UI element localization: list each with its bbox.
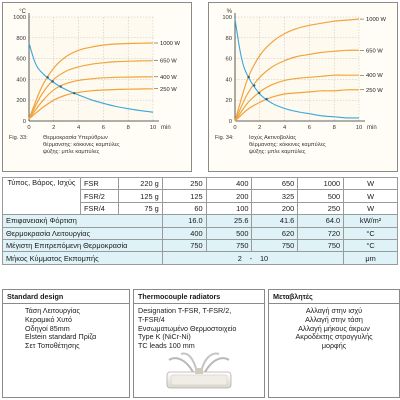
y-tick-label: 100 [222,15,232,21]
caption-cooling: ψύξης: μπλε καμπύλες [43,149,100,155]
unit-cell: °C [344,227,398,239]
x-tick-label: 2 [52,125,56,131]
series-label: 1000 W [366,17,386,24]
x-tick-label: 10 [355,125,363,131]
unit-cell: W [344,202,398,214]
unit-cell: W [344,178,398,190]
radiator-product-image [135,350,263,394]
y-tick-label: 80 [225,35,232,42]
x-tick-label: 8 [332,125,336,131]
model-cell: FSR/4 [80,202,118,214]
power-cell: 650 [252,178,298,190]
thermocouple-title: Thermocouple radiators [134,290,264,304]
x-axis-unit: min [367,125,377,131]
spec-value: 620 [252,227,298,239]
power-cell: 500 [298,190,344,202]
y-axis-unit: °C [19,9,26,15]
spec-value: 25.6 [206,215,252,227]
table-row [3,239,398,251]
caption-heating: θέρμανσης: κόκκινες καμπύλες [43,142,120,148]
spec-label: Επιφανειακή Φόρτιση [3,215,163,227]
intersection-marker [59,85,61,87]
thermo-line: Ενσωματωμένο Θερμοστοιχείο [138,323,237,333]
caption-title: Ισχύς Ακτινοβολίας [249,135,297,141]
unit-cell: μm [344,252,398,264]
figure-number: Fig. 34: [215,135,234,141]
power-cell: 325 [252,190,298,202]
spec-value: 750 [206,239,252,251]
spec-value: 16.0 [162,215,206,227]
weight-cell: 220 g [118,178,162,190]
variants-box [268,289,400,398]
spec-table [2,177,398,265]
variant-line: Αλλαγή μήκους άκρων [298,323,370,333]
power-cell: 100 [206,202,252,214]
series-label: 400 W [160,74,177,81]
y-tick-label: 200 [16,98,26,105]
series-label: 250 W [160,86,177,93]
unit-cell: kW/m² [344,215,398,227]
thermo-line: TC leads 100 mm [138,341,195,351]
x-axis-unit: min [161,125,171,131]
spec-label: Μέγιστη Επιτρεπόμενη Θερμοκρασία [3,239,163,251]
radiation-power-chart [209,3,397,133]
variant-line: Ακροδέκτης στρογγυλής [295,332,373,342]
figure-34 [208,2,398,172]
thermo-line: T-FSR/4 [138,314,165,324]
wavelength-to: 10 [259,253,269,263]
intersection-marker [73,92,75,94]
caption-heating: θέρμανσης: κόκκινες καμπύλες [249,142,326,148]
variants-title: Μεταβλητές [269,290,399,304]
temperature-chart [3,3,191,133]
power-cell: 400 [206,178,252,190]
y-tick-label: 600 [16,56,26,63]
x-tick-label: 6 [307,125,312,131]
x-tick-label: 8 [126,125,130,131]
figure-33-caption [9,135,189,165]
spec-label: Θερμοκρασία Λειτουργίας [3,227,163,239]
intersection-marker [51,80,53,82]
variant-line: μορφής [321,341,347,351]
caption-title: Θερμοκρασία Υπερύθρων [43,135,108,141]
spec-value: 750 [252,239,298,251]
intersection-marker [46,76,48,78]
x-tick-label: 10 [149,125,157,131]
power-cell: 1000 [298,178,344,190]
table-row [3,227,398,239]
spec-label: Μήκος Κύμματος Εκπομπής [3,252,163,264]
standard-line: Τάση Λειτουργίας [25,306,80,315]
series-label: 400 W [366,73,383,80]
y-tick-label: 20 [225,98,232,105]
y-tick-label: 0 [228,119,232,125]
table-row [3,215,398,227]
spec-value: 500 [206,227,252,239]
figure-33 [2,2,192,172]
variant-line: Αλλαγή στην τάση [305,314,363,324]
spec-value: 750 [162,239,206,251]
wavelength-from: 2 [237,253,242,263]
series-label: 250 W [366,87,383,94]
spec-value: 750 [298,239,344,251]
standard-line: Σετ Τοποθέτησης [25,341,80,351]
unit-cell: °C [344,239,398,251]
y-tick-label: 60 [225,56,232,63]
model-cell: FSR [80,178,118,190]
spec-value: 720 [298,227,344,239]
thermo-line: Type K (NiCr-Ni) [138,332,191,342]
intersection-marker [253,84,255,86]
spec-value: 64.0 [298,215,344,227]
unit-cell: W [344,190,398,202]
series-label: 1000 W [160,41,180,47]
table-row [3,178,398,190]
intersection-marker [247,76,249,78]
y-tick-label: 40 [225,77,232,84]
plot-area [29,17,153,121]
wavelength-range [162,252,343,264]
table-row [3,252,398,264]
y-tick-label: 400 [16,77,26,84]
x-tick-label: 4 [76,125,81,131]
x-tick-label: 0 [27,125,31,131]
power-cell: 200 [252,202,298,214]
spec-value: 400 [162,227,206,239]
series-label: 650 W [160,58,177,65]
weight-cell: 125 g [118,190,162,202]
y-tick-label: 1000 [13,15,26,21]
y-tick-label: 0 [22,119,26,125]
thermocouple-box [133,289,265,398]
intersection-marker [265,98,267,100]
y-tick-label: 800 [16,35,26,42]
standard-line: Οδηγοί 85mm [25,323,70,333]
figure-34-caption [215,135,395,165]
x-tick-label: 0 [233,125,237,131]
power-cell: 125 [162,190,206,202]
spec-value: 41.6 [252,215,298,227]
model-cell: FSR/2 [80,190,118,202]
power-cell: 250 [162,178,206,190]
intersection-marker [258,92,260,94]
weight-cell: 75 g [118,202,162,214]
variant-line: Αλλαγή στην ισχύ [305,306,363,315]
power-cell: 200 [206,190,252,202]
standard-line: Elstein standard Πρίζα [25,332,97,342]
standard-line: Κεραμικό Χυτό [25,314,73,324]
type-label: Τύπος, Βάρος, Ισχύς [3,178,81,215]
x-tick-label: 2 [258,125,262,131]
series-label: 650 W [366,48,383,55]
standard-design-title: Standard design [3,290,129,304]
thermo-line: Designation T-FSR, T-FSR/2, [138,306,232,315]
figure-number: Fig. 33: [9,135,28,141]
x-tick-label: 4 [282,125,287,131]
caption-cooling: ψύξης: μπλε καμπύλες [249,149,306,155]
power-cell: 250 [298,202,344,214]
standard-design-box [2,289,130,398]
power-cell: 60 [162,202,206,214]
x-tick-label: 6 [101,125,106,131]
y-axis-unit: % [226,9,232,15]
range-dash: - [249,253,253,263]
